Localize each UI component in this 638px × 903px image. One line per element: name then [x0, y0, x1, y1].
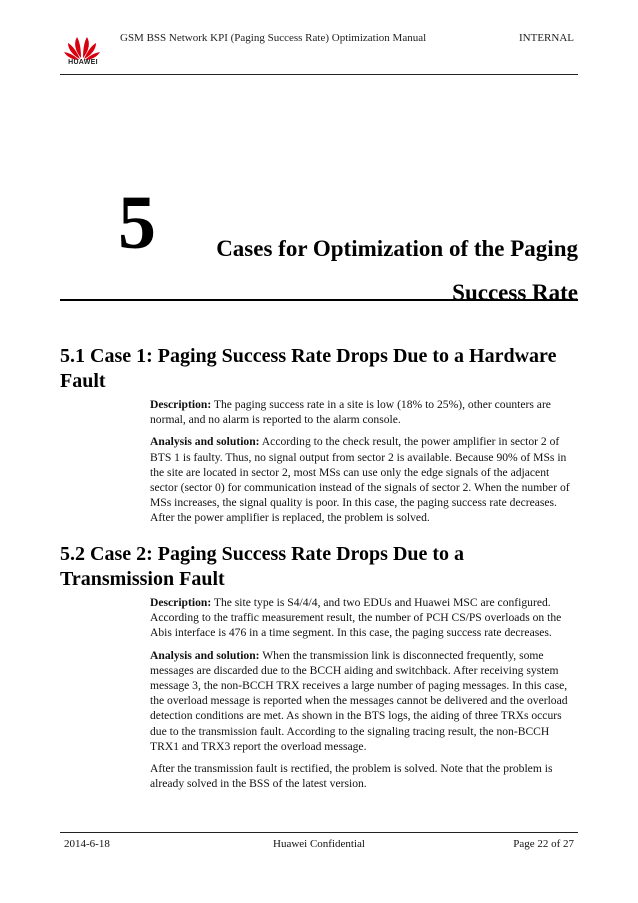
paragraph-text: The paging success rate in a site is low (18% to 25%), other counters are normal, and no alarm is reported to the alarm console. — [150, 398, 551, 427]
classification-label: INTERNAL — [519, 32, 574, 44]
footer-confidentiality: Huawei Confidential — [273, 838, 365, 850]
paragraph-text: When the transmission link is disconnected frequently, some messages are discarded due to the BCCH aiding and switchback. After receiving system message 3, the non-BCCH TRX receives a large number of paging messages. In this case, the overload message is reported when the messages cannot be delivered and the overload detection conditions are met. As shown in the BTS logs, the aiding of three TRXs occurs due to the transmission fault. According to the signaling tracing result, the non-BCCH TRX1 and TRX3 report the overload message. — [150, 648, 568, 753]
paragraph-text: The site type is S4/4/4, and two EDUs and Huawei MSC are configured. According to the traffic measurement result, the number of PCH CS/PS overloads on the Abis interface is 476 in a time segment. In this case, the paging success rate decreases. — [150, 596, 562, 640]
page-footer — [60, 832, 578, 857]
paragraph-text: After the transmission fault is rectified, the problem is solved. Note that the problem is already solved in the BSS of the latest version. — [150, 762, 553, 791]
page-header — [60, 26, 578, 75]
section-body-5-1 — [150, 397, 578, 533]
chapter-number: 5 — [118, 181, 156, 265]
paragraph-label: Analysis and solution: — [150, 435, 260, 449]
document-title: GSM BSS Network KPI (Paging Success Rate) Optimization Manual — [120, 32, 427, 44]
section-heading-5-1 — [60, 344, 580, 394]
paragraph-text: According to the check result, the power amplifier in sector 2 of BTS 1 is faulty. Thus, no signal output from sector 2 is available. Because 90% of MSs in the site are located in sector 2, most MSs can use only the edge signals of the adjacent sector (sector 0) for communication instead of the signals of sector 2. When the number of MSs increases, the signal quality is poor. In this case, the paging success rate decreases. After the power amplifier is replaced, the problem is solved. — [150, 435, 570, 525]
paragraph-label: Description: — [150, 398, 212, 411]
section-heading-line2: Fault — [60, 370, 106, 392]
paragraph-conclusion — [150, 761, 578, 791]
section-heading-5-2 — [60, 542, 580, 592]
paragraph-description — [150, 397, 578, 427]
chapter-heading — [60, 181, 578, 305]
section-heading-line2: Transmission Fault — [60, 568, 225, 590]
chapter-title-line2: Success Rate — [452, 280, 578, 305]
paragraph-analysis — [150, 648, 578, 754]
paragraph-label: Analysis and solution: — [150, 648, 260, 662]
paragraph-label: Description: — [150, 596, 212, 609]
section-body-5-2 — [150, 595, 578, 798]
footer-page-number: Page 22 of 27 — [513, 838, 574, 850]
section-heading-line1: 5.2 Case 2: Paging Success Rate Drops Due to a — [60, 543, 465, 565]
logo-wordmark: HUAWEI — [68, 59, 98, 66]
chapter-title-line1: Cases for Optimization of the Paging — [216, 236, 578, 261]
chapter-title — [158, 227, 578, 315]
paragraph-analysis — [150, 434, 578, 525]
section-heading-line1: 5.1 Case 1: Paging Success Rate Drops Due to a Hardware — [60, 345, 557, 367]
paragraph-description — [150, 595, 578, 641]
footer-date: 2014-6-18 — [64, 838, 110, 850]
